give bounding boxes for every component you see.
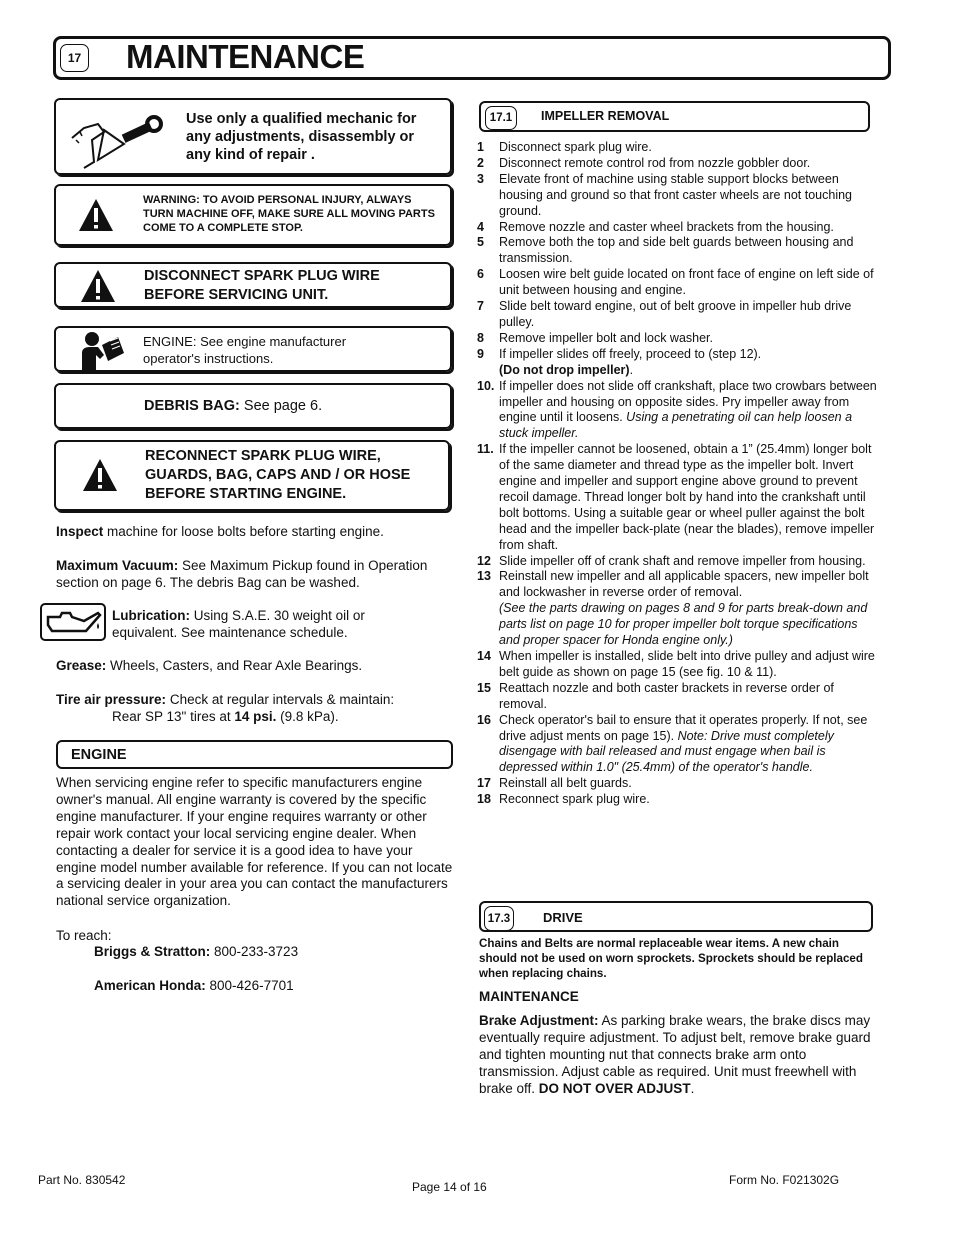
tire-pressure-paragraph <box>56 691 456 725</box>
step-number: 10. <box>477 378 495 393</box>
engine-manual-box <box>54 326 452 372</box>
step-text: Reconnect spark plug wire. <box>499 792 650 807</box>
step-number: 16 <box>477 712 491 727</box>
step-italic-note: Note: Drive must completely disengage with bail released and must engage when bail is depressed within 1.0" (25.4mm) of the operator's handle. <box>499 728 834 775</box>
impeller-step <box>477 792 881 808</box>
impeller-step <box>477 379 881 443</box>
briggs-contact <box>94 944 298 959</box>
impeller-step <box>477 776 881 792</box>
tire-line2-a: Rear SP 13" tires at <box>112 709 235 724</box>
step-text: Remove nozzle and caster wheel brackets from the housing. <box>499 219 834 234</box>
step-bold-note: (Do not drop impeller) <box>499 362 630 377</box>
drive-heading: DRIVE <box>543 910 583 925</box>
step-number: 7 <box>477 299 484 314</box>
debris-bag-text: See page 6. <box>243 398 323 414</box>
impeller-step <box>477 140 881 156</box>
impeller-step <box>477 156 881 172</box>
engine-manual-text: ENGINE: See engine manufacturer operator's instructions. <box>143 334 347 366</box>
step-text: Disconnect remote control rod from nozzle gobbler door. <box>499 155 811 170</box>
drive-section-number: 17.3 <box>484 906 514 931</box>
warning-stop-text: WARNING: TO AVOID PERSONAL INJURY, ALWAYS TURN MACHINE OFF, MAKE SURE ALL MOVING PARTS COME TO A COMPLETE STOP. <box>143 194 435 234</box>
briggs-label: Briggs & Stratton: <box>94 944 211 959</box>
grease-label: Grease: <box>56 658 107 673</box>
warning-stop-box <box>54 184 452 246</box>
briggs-phone: 800-233-3723 <box>210 944 299 959</box>
wrench-hand-icon <box>64 110 164 170</box>
reconnect-text: RECONNECT SPARK PLUG WIRE, GUARDS, BAG, CAPS AND / OR HOSE BEFORE STARTING ENGINE. <box>145 448 411 502</box>
impeller-section-number: 17.1 <box>485 106 517 130</box>
drive-heading-box <box>479 901 873 932</box>
impeller-step <box>477 267 881 299</box>
step-number: 14 <box>477 649 491 663</box>
impeller-step <box>477 713 881 777</box>
step-number: 11. <box>477 442 494 457</box>
impeller-step <box>477 681 881 713</box>
vacuum-label: Maximum Vacuum: <box>56 558 179 573</box>
tire-label: Tire air pressure: <box>56 692 167 707</box>
step-number: 18 <box>477 792 491 807</box>
honda-label: American Honda: <box>94 978 206 993</box>
tire-psi: 14 psi. <box>234 709 277 724</box>
impeller-step <box>477 220 881 236</box>
step-number: 2 <box>477 155 484 170</box>
step-number: 5 <box>477 235 484 250</box>
inspect-label: Inspect <box>56 524 104 539</box>
step-text: Slide belt toward engine, out of belt groove in impeller hub drive pulley. <box>499 299 852 329</box>
lubrication-label: Lubrication: <box>112 608 190 623</box>
step-text: Remove both the top and side belt guards between housing and transmission. <box>499 235 854 266</box>
step-number: 9 <box>477 346 484 361</box>
reconnect-box <box>54 440 450 511</box>
step-text: Disconnect spark plug wire. <box>499 140 652 154</box>
step-number: 13 <box>477 569 491 584</box>
impeller-heading-box <box>479 101 870 132</box>
step-italic-note: Using a penetrating oil can help loosen a stuck impeller. <box>499 410 853 441</box>
step-text: Check operator's bail to ensure that it operates properly. If not, see drive adjust ments on page 15). <box>499 712 868 743</box>
footer-form-number: Form No. F021302G <box>729 1173 840 1187</box>
tire-kpa: (9.8 kPa). <box>276 709 339 724</box>
impeller-step <box>477 649 881 681</box>
step-text: Reinstall all belt guards. <box>499 776 632 791</box>
step-number: 4 <box>477 219 484 234</box>
step-italic-note: (See the parts drawing on pages 8 and 9 for parts break-down and parts list on page 10 for proper impeller bolt torque specifications and proper spacer for Honda engine only.) <box>499 601 868 648</box>
impeller-step <box>477 442 881 553</box>
impeller-step <box>477 347 881 379</box>
oil-can-icon <box>40 603 106 641</box>
mechanic-notice-text: Use only a qualified mechanic for any adjustments, disassembly or any kind of repair . <box>186 111 417 163</box>
brake-warning: DO NOT OVER ADJUST <box>538 1080 691 1096</box>
honda-phone: 800-426-7701 <box>205 978 294 993</box>
step-text: If impeller does not slide off crankshaft, place two crowbars between impeller and housing on opposite sides. Pry impeller away from engine until it loosens. <box>499 378 877 425</box>
step-text: Remove impeller bolt and lock washer. <box>499 330 713 345</box>
impeller-step <box>477 331 881 347</box>
step-text: When impeller is installed, slide belt into drive pulley and adjust wire belt guide as shown on page 15 (see fig. 10 & 11). <box>499 649 875 679</box>
step-number: 1 <box>477 140 484 154</box>
inspect-text: machine for loose bolts before starting engine. <box>103 524 384 539</box>
brake-text: As parking brake wears, the brake discs may eventually require adjustment. To adjust belt, remove brake guard and tighten mounting nut that connects brake arm onto transmission. Adjust cable as required. Unit must freewhell with brake off. <box>479 1013 871 1096</box>
lubrication-paragraph <box>112 607 422 641</box>
impeller-steps-list <box>477 140 881 808</box>
step-number: 6 <box>477 267 484 282</box>
grease-text: Wheels, Casters, and Rear Axle Bearings. <box>106 658 363 673</box>
footer-page-number: Page 14 of 16 <box>412 1180 487 1194</box>
engine-heading-box <box>56 740 453 769</box>
chains-note: Chains and Belts are normal replaceable wear items. A new chain should not be used on worn sprockets. Sprockets should be replaced when replacing chains. <box>479 937 863 980</box>
mechanic-notice-box <box>54 98 452 175</box>
step-text: Reinstall new impeller and all applicable spacers, new impeller bolt and lockwasher in reverse order of removal. <box>499 569 869 600</box>
lubrication-text: Using S.A.E. 30 weight oil or equivalent. See maintenance schedule. <box>112 608 365 640</box>
step-number: 12 <box>477 553 491 568</box>
impeller-step <box>477 554 881 570</box>
debris-bag-line <box>144 398 322 414</box>
step-text: Loosen wire belt guide located on front face of engine on left side of unit between housing and engine. <box>499 267 874 298</box>
warning-triangle-icon <box>80 269 116 303</box>
step-text: Slide impeller off of crank shaft and remove impeller from housing. <box>499 553 866 568</box>
disconnect-text: DISCONNECT SPARK PLUG WIRE BEFORE SERVICING UNIT. <box>144 268 380 303</box>
step-text: Elevate front of machine using stable support blocks between housing and ground so that front caster wheels are not touching ground. <box>499 171 853 218</box>
brake-end: . <box>690 1080 695 1096</box>
tire-text: Check at regular intervals & maintain: <box>166 692 395 707</box>
vacuum-text: See Maximum Pickup found in Operation section on page 6. The debris Bag can be washed. <box>56 558 428 590</box>
step-text: If the impeller cannot be loosened, obtain a 1” (25.4mm) longer bolt of the same diameter and thread type as the impeller bolt. Invert engine and impeller and support engine above ground to prevent recoil damage. Thread longer bolt by hand into the crankshaft until bolt bottoms. Using a suitable gear or wheel puller against the bolt head and the impeller back-plate (near the blades), remove impeller from shaft. <box>499 442 875 552</box>
honda-contact <box>94 978 294 993</box>
step-after: . <box>629 362 634 377</box>
engine-paragraph: When servicing engine refer to specific manufacturers engine owner's manual. All engine warranty is covered by the specific engine manufacturer. If your engine requires warranty or other repair work contact your local servicing engine dealer. When contacting a dealer for service it is a good idea to have your engine model number available for reference. If you can not locate a servicing dealer in your area you can contact the manufacturers national service organization. <box>56 775 453 909</box>
impeller-step <box>477 235 881 267</box>
inspect-line <box>56 524 456 539</box>
step-text: If impeller slides off freely, proceed to (step 12). <box>499 346 762 361</box>
step-text: Reattach nozzle and both caster brackets in reverse order of removal. <box>499 680 834 711</box>
warning-triangle-icon <box>78 198 114 232</box>
grease-line <box>56 658 456 673</box>
step-number: 15 <box>477 680 491 695</box>
brake-paragraph <box>479 1013 871 1098</box>
impeller-step <box>477 299 881 331</box>
to-reach-label: To reach: <box>56 928 112 943</box>
brake-label: Brake Adjustment: <box>479 1013 599 1028</box>
debris-bag-label: DEBRIS BAG: <box>144 398 240 414</box>
footer-part-number: Part No. 830542 <box>38 1173 126 1187</box>
vacuum-paragraph <box>56 557 456 591</box>
page-title: MAINTENANCE <box>126 38 365 75</box>
warning-triangle-icon <box>82 458 118 492</box>
engine-heading: ENGINE <box>71 747 127 763</box>
maintenance-heading: MAINTENANCE <box>479 989 579 1004</box>
disconnect-box <box>54 262 452 308</box>
impeller-heading: IMPELLER REMOVAL <box>541 109 670 123</box>
operator-reading-manual-icon <box>80 331 126 371</box>
impeller-step <box>477 172 881 220</box>
debris-bag-box <box>54 383 452 429</box>
impeller-step <box>477 569 881 649</box>
step-number: 8 <box>477 330 484 345</box>
step-number: 3 <box>477 171 484 186</box>
section-number: 17 <box>60 44 89 72</box>
step-number: 17 <box>477 776 491 791</box>
